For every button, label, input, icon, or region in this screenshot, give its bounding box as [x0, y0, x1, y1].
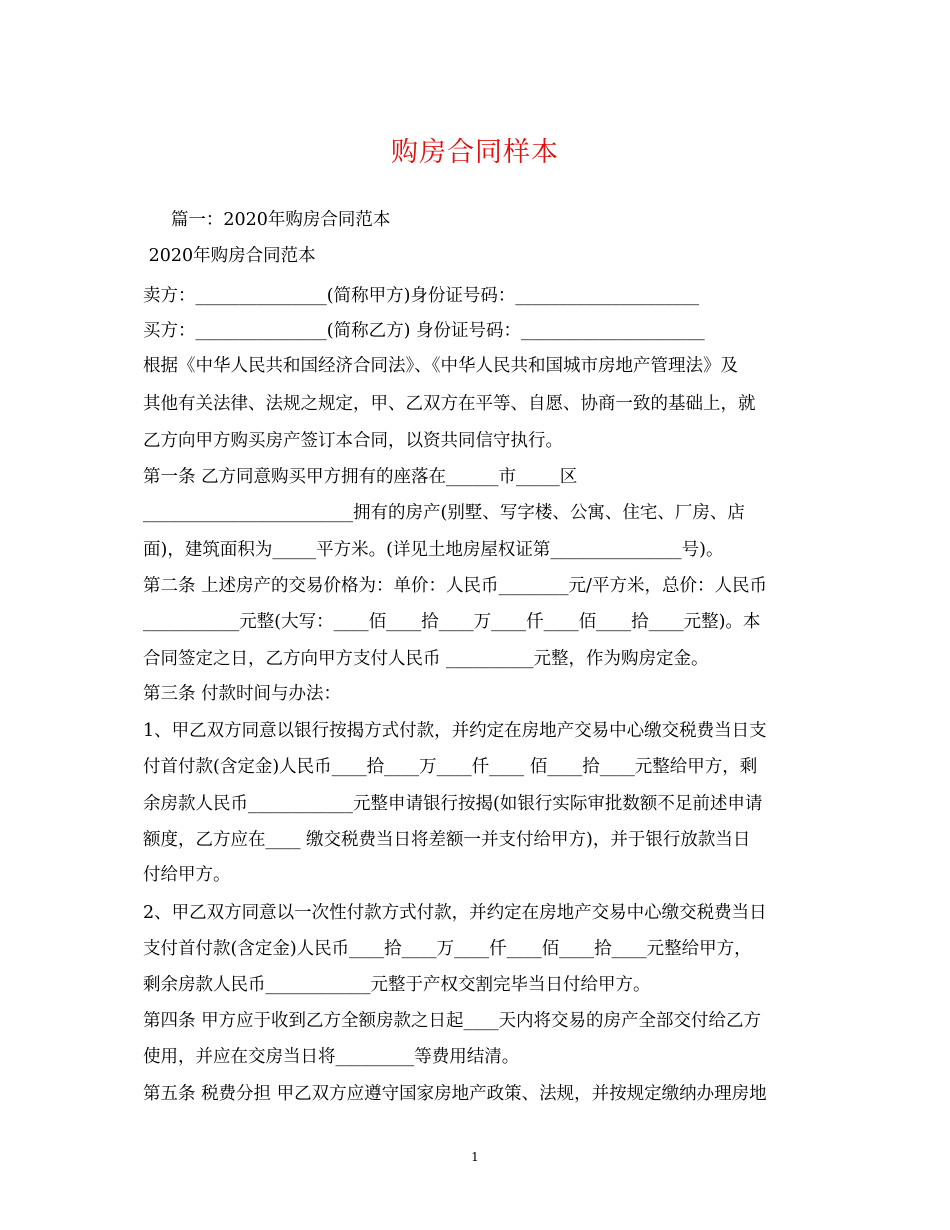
text-line: 付给甲方。 [143, 865, 231, 885]
text-line: 第四条 甲方应于收到乙方全额房款之日起____天内将交易的房产全部交付给乙方 [143, 1011, 762, 1031]
text-line: 使用，并应在交房当日将_________等费用结清。 [143, 1047, 520, 1067]
text-line: 根据《中华人民共和国经济合同法》、《中华人民共和国城市房地产管理法》及 [143, 356, 738, 376]
document-title: 购房合同样本 [391, 137, 559, 168]
text-line: 第五条 税费分担 甲乙双方应遵守国家房地产政策、法规，并按规定缴纳办理房地 [143, 1084, 767, 1104]
text-line: 余房款人民币____________元整申请银行按揭(如银行实际审批数额不足前述申请 [143, 794, 763, 814]
text-line: 篇一：2020年购房合同范本 [143, 210, 391, 230]
text-line: 支付首付款(含定金)人民币____拾____万____仟____佰____拾____元整给甲方， [143, 939, 752, 959]
text-line: 2、甲乙双方同意以一次性付款方式付款，并约定在房地产交易中心缴交税费当日 [143, 903, 767, 923]
text-line: 额度，乙方应在____ 缴交税费当日将差额一并支付给甲方)，并于银行放款当日 [143, 830, 751, 850]
text-line: 付首付款(含定金)人民币____拾____万____仟____ 佰____拾____元整给甲方，剩 [143, 757, 758, 777]
text-line: 第一条 乙方同意购买甲方拥有的座落在______市_____区 [143, 467, 578, 487]
text-line: 第二条 上述房产的交易价格为：单价：人民币________元/平方米，总价：人民币 [143, 576, 767, 596]
text-line: 第三条 付款时间与办法： [143, 684, 342, 704]
text-line: 剩余房款人民币____________元整于产权交割完毕当日付给甲方。 [143, 975, 651, 995]
page-number: 1 [471, 1150, 479, 1164]
text-line: 买方：_______________(简称乙方) 身份证号码：_____________________ [143, 321, 705, 341]
text-line: 2020年购房合同范本 [143, 246, 316, 266]
text-line: ___________元整(大写：____佰____拾____万____仟____佰____拾____元整)。本 [143, 612, 761, 632]
text-line: 面)，建筑面积为_____平方米。(详见土地房屋权证第_______________号)。 [143, 540, 724, 560]
text-line: 卖方：_______________(简称甲方)身份证号码：_____________________ [143, 286, 700, 306]
text-line: 1、甲乙双方同意以银行按揭方式付款，并约定在房地产交易中心缴交税费当日支 [143, 721, 767, 741]
text-line: 乙方向甲方购买房产签订本合同，以资共同信守执行。 [143, 431, 563, 451]
text-line: 其他有关法律、法规之规定，甲、乙双方在平等、自愿、协商一致的基础上，就 [143, 394, 756, 414]
text-line: 合同签定之日，乙方向甲方支付人民币 __________元整，作为购房定金。 [143, 649, 709, 669]
text-line: ________________________拥有的房产(别墅、写字楼、公寓、住宅、厂房、店 [143, 503, 745, 523]
